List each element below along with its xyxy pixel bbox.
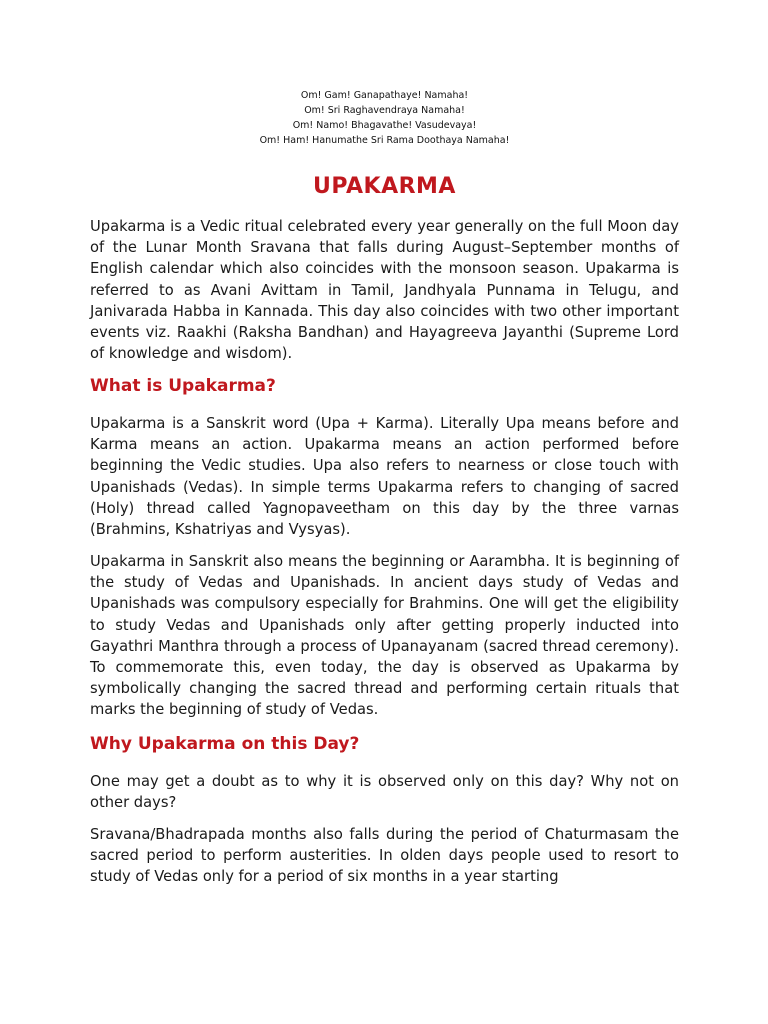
invocation-block [90,88,679,148]
document-title: UPAKARMA [313,174,456,199]
intro-paragraph: Upakarma is a Vedic ritual celebrated every year generally on the full Moon day of the Lunar Month Sravana that falls during August–September months of English calendar which also coincides with the monsoon season. Upakarma is referred to as Avani Avittam in Tamil, Jandhyala Punnama in Telugu, and Janivarada Habba in Kannada. This day also coincides with two other important events viz. Raakhi (Raksha Bandhan) and Hayagreeva Jayanthi (Supreme Lord of knowledge and wisdom). [90,218,679,363]
invocation-line: Om! Namo! Bhagavathe! Vasudevaya! [292,120,477,131]
invocation-line: Om! Gam! Ganapathaye! Namaha! [300,90,469,101]
invocation-line: Om! Sri Raghavendraya Namaha! [304,105,465,116]
invocation-line: Om! Ham! Hanumathe Sri Rama Doothaya Namaha! [259,135,510,146]
paragraph: Sravana/Bhadrapada months also falls during the period of Chaturmasam the sacred period to perform austerities. In olden days people used to resort to study of Vedas only for a period of six months in a year starting [90,826,679,886]
paragraph: One may get a doubt as to why it is observed only on this day? Why not on other days? [90,773,679,812]
section-heading-what-is-upakarma: What is Upakarma? [90,376,276,396]
paragraph: Upakarma in Sanskrit also means the beginning or Aarambha. It is beginning of the study of Vedas and Upanishads. In ancient days study of Vedas and Upanishads was compulsory especially for Brahmins. One will get the eligibility to study Vedas and Upanishads only after getting properly inducted into Gayathri Manthra through a process of Upanayanam (sacred thread ceremony). To commemorate this, even today, the day is observed as Upakarma by symbolically changing the sacred thread and performing certain rituals that marks the beginning of study of Vedas. [90,553,679,719]
section-heading-why-upakarma: Why Upakarma on this Day? [90,734,360,754]
paragraph: Upakarma is a Sanskrit word (Upa + Karma). Literally Upa means before and Karma means an action. Upakarma means an action performed before beginning the Vedic studies. Upa also refers to nearness or close touch with Upanishads (Vedas). In simple terms Upakarma refers to changing of sacred (Holy) thread called Yagnopaveetham on this day by the three varnas (Brahmins, Kshatriyas and Vysyas). [90,415,679,539]
